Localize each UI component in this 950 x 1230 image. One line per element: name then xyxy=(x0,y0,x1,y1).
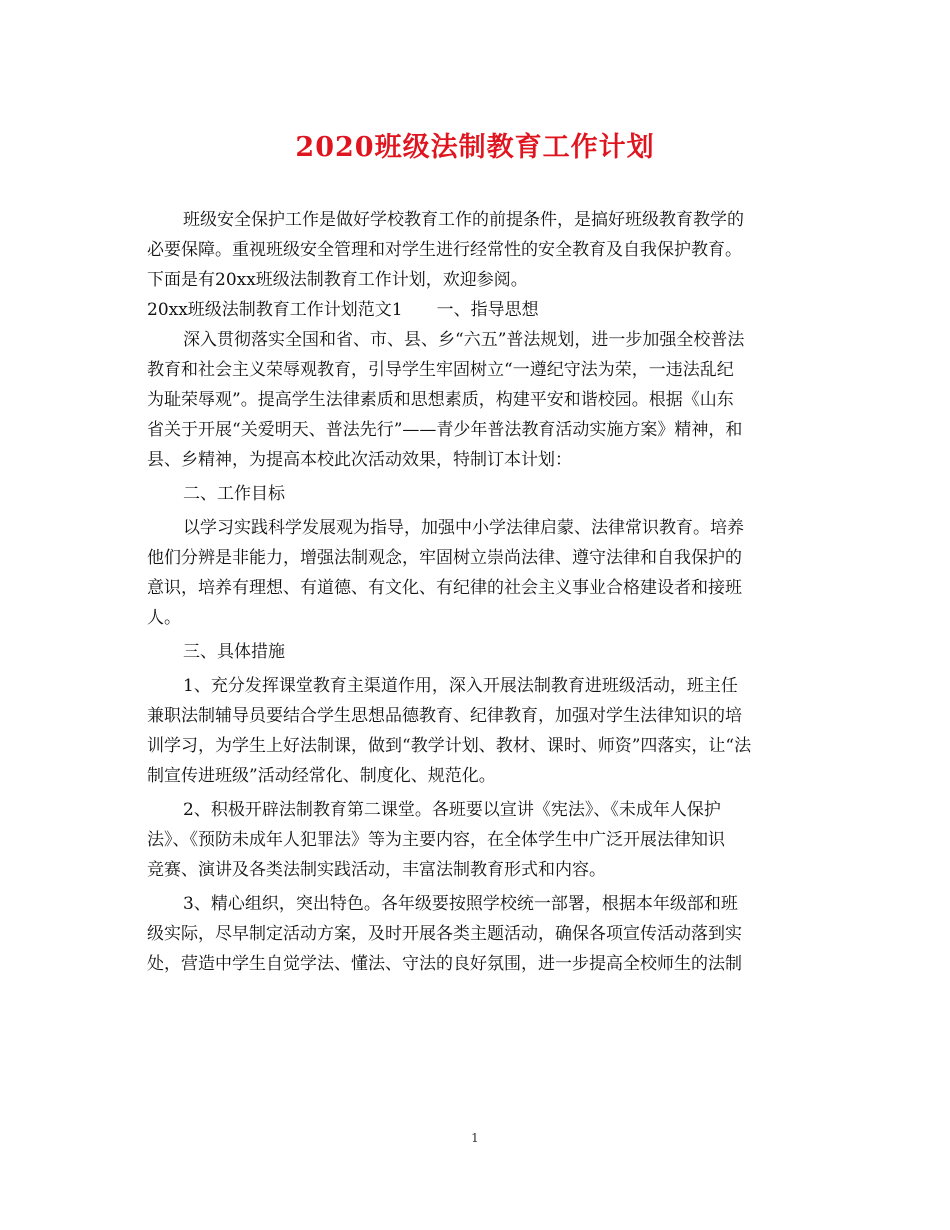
paragraph-line: 1、充分发挥课堂教育主渠道作用，深入开展法制教育进班级活动，班主任 xyxy=(183,676,738,696)
section-heading: 三、具体措施 xyxy=(183,642,285,662)
paragraph-line: 下面是有20xx班级法制教育工作计划，欢迎参阅。 xyxy=(147,270,528,290)
paragraph-line: 省关于开展“关爱明天、普法先行”——青少年普法教育活动实施方案》精神，和 xyxy=(147,420,743,440)
paragraph-line: 必要保障。重视班级安全管理和对学生进行经常性的安全教育及自我保护教育。 xyxy=(147,240,742,260)
paragraph-line: 为耻荣辱观”。提高学生法律素质和思想素质，构建平安和谐校园。根据《山东 xyxy=(147,390,734,410)
document-body xyxy=(147,205,805,979)
paragraph-line: 他们分辨是非能力，增强法制观念，牢固树立崇尚法律、遵守法律和自我保护的 xyxy=(147,548,742,568)
paragraph-line: 训学习，为学生上好法制课，做到“教学计划、教材、课时、师资”四落实，让“法 xyxy=(147,736,752,756)
paragraph-line: 3、精心组织，突出特色。各年级要按照学校统一部署，根据本年级部和班 xyxy=(183,894,738,914)
paragraph-line: 兼职法制辅导员要结合学生思想品德教育、纪律教育，加强对学生法律知识的培 xyxy=(147,706,742,726)
paragraph-line: 法》、《预防未成年人犯罪法》等为主要内容，在全体学生中广泛开展法律知识 xyxy=(147,830,725,850)
paragraph-line: 人。 xyxy=(147,608,181,628)
paragraph-line: 教育和社会主义荣辱观教育，引导学生牢固树立“一遵纪守法为荣，一违法乱纪 xyxy=(147,360,734,380)
paragraph-line: 处，营造中学生自觉学法、懂法、守法的良好氛围，进一步提高全校师生的法制 xyxy=(147,954,742,974)
paragraph-line: 意识，培养有理想、有道德、有文化、有纪律的社会主义事业合格建设者和接班 xyxy=(147,578,742,598)
document-title: 2020班级法制教育工作计划 xyxy=(295,132,655,163)
paragraph-line: 县、乡精神，为提高本校此次活动效果，特制订本计划： xyxy=(147,450,572,470)
paragraph-line: 竞赛、演讲及各类法制实践活动，丰富法制教育形式和内容。 xyxy=(147,860,606,880)
paragraph-line: 级实际，尽早制定活动方案，及时开展各类主题活动，确保各项宣传活动落到实 xyxy=(147,924,742,944)
paragraph-line: 制宣传进班级”活动经常化、制度化、规范化。 xyxy=(147,766,496,786)
page-number: 1 xyxy=(471,1131,479,1145)
paragraph-line: 班级安全保护工作是做好学校教育工作的前提条件，是搞好班级教育教学的 xyxy=(183,210,744,230)
paragraph-line: 以学习实践科学发展观为指导，加强中小学法律启蒙、法律常识教育。培养 xyxy=(183,518,744,538)
paragraph-line: 2、积极开辟法制教育第二课堂。各班要以宣讲《宪法》、《未成年人保护 xyxy=(183,800,721,820)
section-heading-line: 20xx班级法制教育工作计划范文1 一、指导思想 xyxy=(147,300,539,320)
paragraph-line: 深入贯彻落实全国和省、市、县、乡“六五”普法规划，进一步加强全校普法 xyxy=(183,330,745,350)
section-heading: 二、工作目标 xyxy=(183,484,285,504)
